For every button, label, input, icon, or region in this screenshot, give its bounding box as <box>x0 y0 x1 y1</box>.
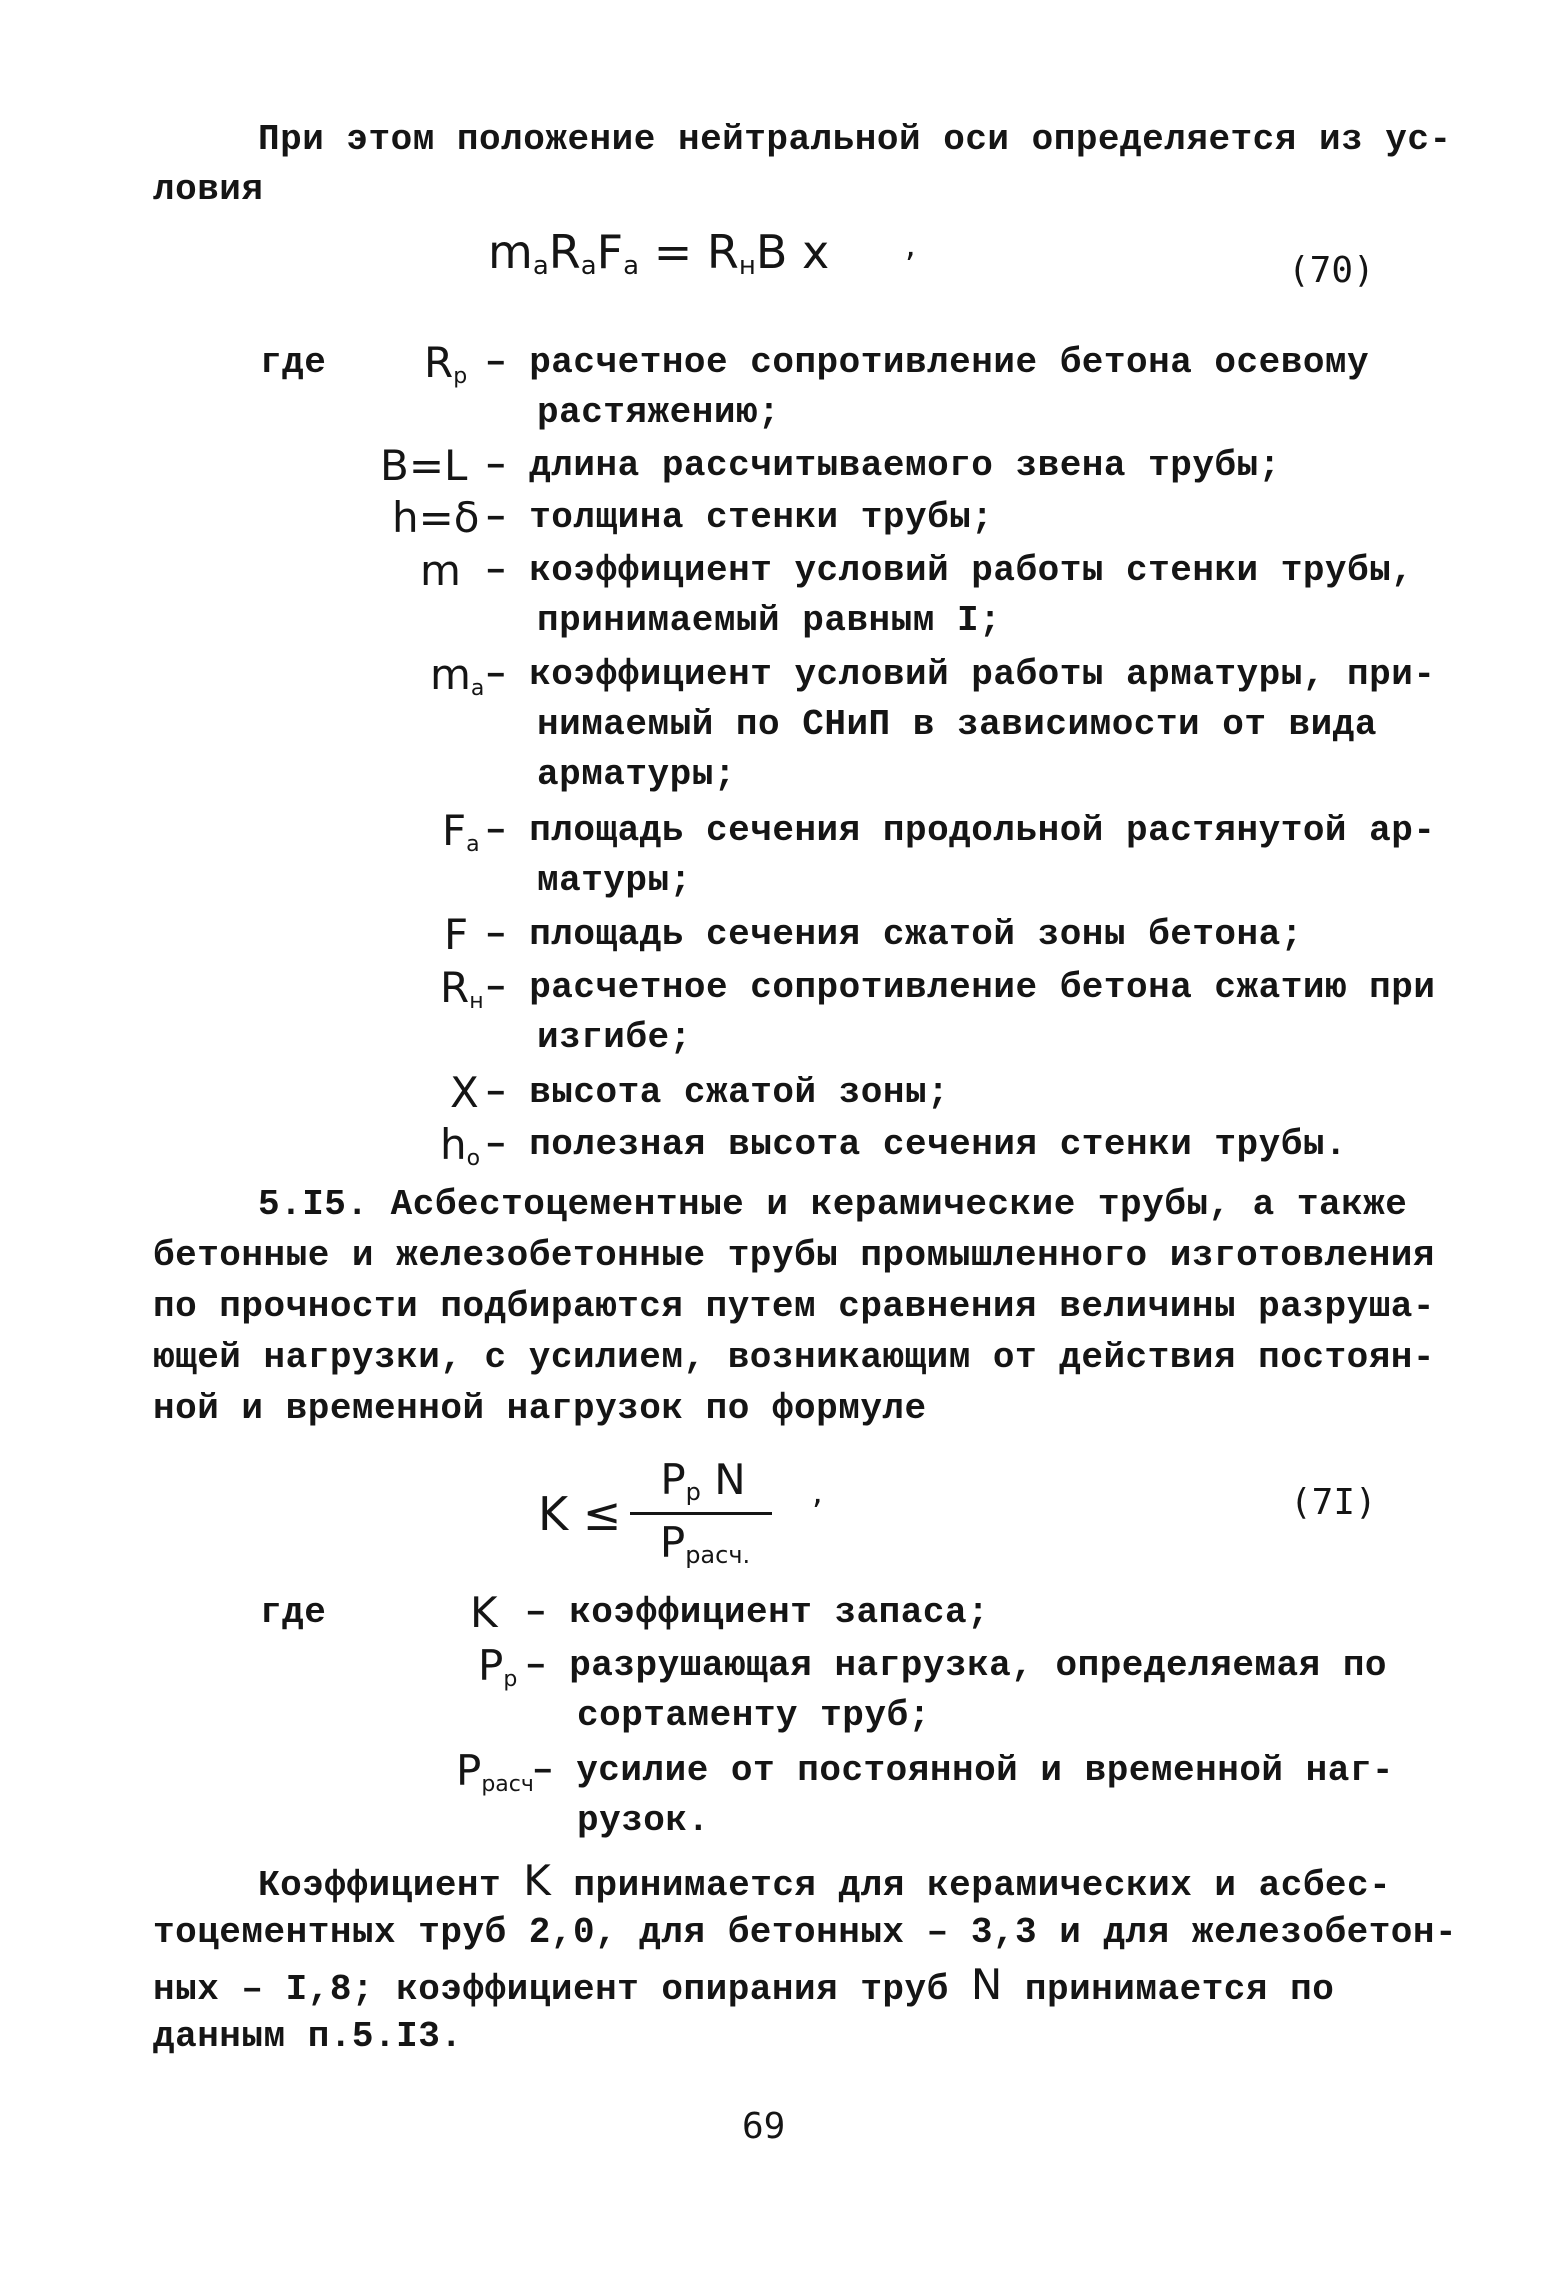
page-number: 69 <box>742 2106 786 2147</box>
final-line-3: ных – I,8; коэффициент опирания труб N принимается по <box>153 1960 1335 2010</box>
intro-line-2: ловия <box>153 169 264 210</box>
para-515-line-1: 5.I5. Асбестоцементные и керамические трубы, а также <box>258 1184 1408 1225</box>
para-515-line-3: по прочности подбираются путем сравнения величины разруша- <box>153 1286 1436 1327</box>
final-line-2: тоцементных труб 2,0, для бетонных – 3,3 и для железобетон- <box>153 1912 1458 1953</box>
para-515-line-2: бетонные и железобетонные трубы промышленного изготовления <box>153 1235 1436 1276</box>
final-line-1: Коэффициент K принимается для керамических и асбес- <box>258 1856 1392 1906</box>
where-label-1: где <box>260 342 327 383</box>
equation-70-number: (70) <box>1288 250 1375 291</box>
para-515-line-4: ющей нагрузки, с усилием, возникающим от действия постоян- <box>153 1337 1436 1378</box>
equation-70-comma: , <box>905 225 916 265</box>
para-515-line-5: ной и временной нагрузок по формуле <box>153 1388 927 1429</box>
intro-line-1: При этом положение нейтральной оси определяется из ус- <box>258 119 1452 160</box>
equation-71-number: (7I) <box>1290 1482 1377 1523</box>
equation-70: $m_aR_aF_a = R_нB$ x <box>488 225 830 281</box>
fraction-bar <box>630 1512 772 1515</box>
where-label-2: где <box>260 1592 327 1633</box>
final-line-4: данным п.5.I3. <box>153 2016 463 2057</box>
